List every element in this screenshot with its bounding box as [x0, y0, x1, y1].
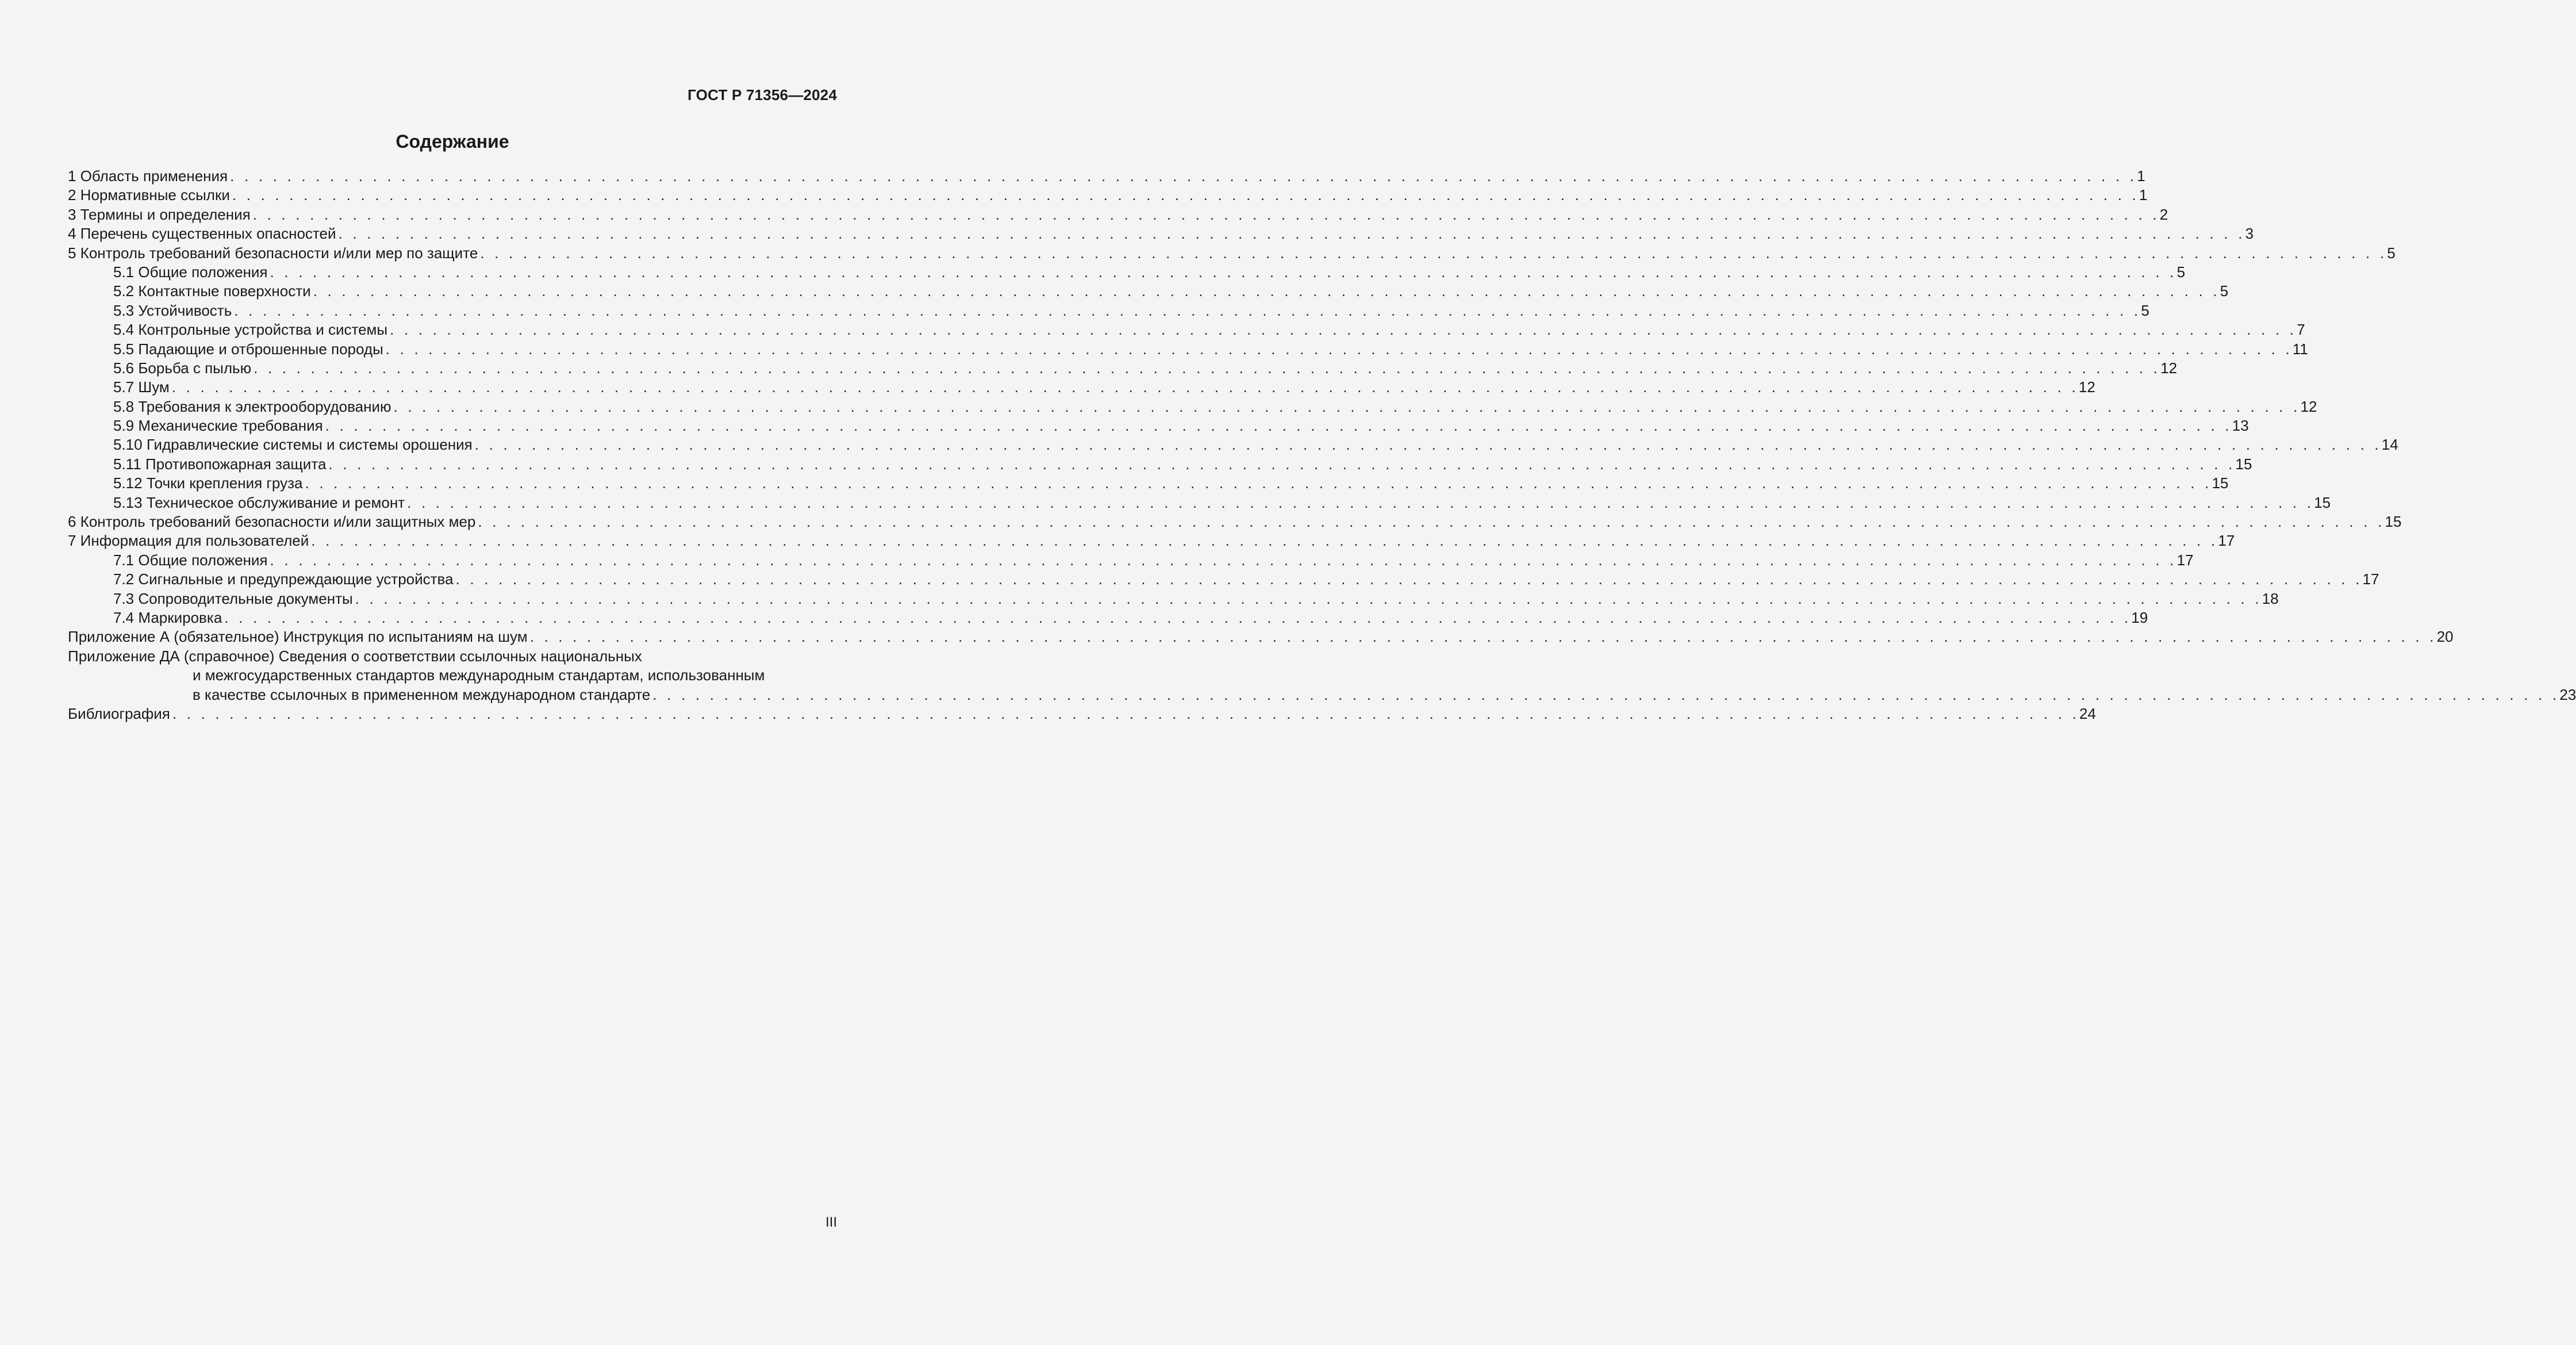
toc-leader-dots: . . . . . . . . . . . . . . . . . . . . . . . . . . . . . . . . . . . . . . . . . . . . . . . . . . . . . . . . . . . . . . . . . . . . . . . . . . . . . . . . . . . . . . . . . . . . . . . . . . . . . . . . . . . . . . . . . . . . . . . . . . . . . . . . . . . . . .	[172, 704, 2079, 722]
toc-leader-dots: . . . . . . . . . . . . . . . . . . . . . . . . . . . . . . . . . . . . . . . . . . . . . . . . . . . . . . . . . . . . . . . . . . . . . . . . . . . . . . . . . . . . . . . . . . . . . . . . . . . . . . . . . . . . . . . . . . . . . . . . . . . . . . . . . . . . . .	[328, 455, 2236, 473]
toc-entry-bibliography[interactable]	[68, 704, 2096, 723]
toc-entry-label: 5.13 Техническое обслуживание и ремонт	[113, 493, 405, 511]
toc-entry-page: 15	[2385, 513, 2402, 531]
toc-entry-label: Библиография	[68, 704, 170, 722]
toc-entry-label: 5.9 Механические требования	[113, 417, 323, 435]
toc-leader-dots: . . . . . . . . . . . . . . . . . . . . . . . . . . . . . . . . . . . . . . . . . . . . . . . . . . . . . . . . . . . . . . . . . . . . . . . . . . . . . . . . . . . . . . . . . . . . . . . . . . . . . . . . . . . . . . . . . . . . . . . . . . . . . . . . . . . . . .	[407, 493, 2314, 511]
toc-entry-5-12[interactable]	[68, 474, 2229, 493]
toc-entry-page: 1	[2137, 167, 2145, 185]
toc-entry-appendix-a[interactable]	[68, 627, 2454, 646]
toc-leader-dots: . . . . . . . . . . . . . . . . . . . . . . . . . . . . . . . . . . . . . . . . . . . . . . . . . . . . . . . . . . . . . . . . . . . . . . . . . . . . . . . . . . . . . . . . . . . . . . . . . . . . . . . . . . . . . . . . . . . . . . . . . . . . . . . . . . . . . .	[313, 282, 2220, 300]
toc-leader-dots: . . . . . . . . . . . . . . . . . . . . . . . . . . . . . . . . . . . . . . . . . . . . . . . . . . . . . . . . . . . . . . . . . . . . . . . . . . . . . . . . . . . . . . . . . . . . . . . . . . . . . . . . . . . . . . . . . . . . . . . . . . . . . . . . . . . . . .	[325, 417, 2232, 435]
toc-entry-label: 5.6 Борьба с пылью	[113, 359, 252, 377]
toc-entry-label: в качестве ссылочных в примененном международном стандарте	[193, 685, 651, 703]
toc-entry-label: 5.8 Требования к электрооборудованию	[113, 397, 391, 415]
toc-entry-5-13[interactable]	[68, 493, 2331, 512]
page-title: Содержание	[396, 131, 509, 152]
toc-entry-page: 5	[2387, 244, 2395, 262]
toc-leader-dots: . . . . . . . . . . . . . . . . . . . . . . . . . . . . . . . . . . . . . . . . . . . . . . . . . . . . . . . . . . . . . . . . . . . . . . . . . . . . . . . . . . . . . . . . . . . . . . . . . . . . . . . . . . . . . . . . . . . . . . . . . . . . . . . . . . . . . .	[355, 589, 2262, 607]
toc-entry-page: 5	[2176, 263, 2186, 281]
toc-leader-dots: . . . . . . . . . . . . . . . . . . . . . . . . . . . . . . . . . . . . . . . . . . . . . . . . . . . . . . . . . . . . . . . . . . . . . . . . . . . . . . . . . . . . . . . . . . . . . . . . . . . . . . . . . . . . . . . . . . . . . . . . . . . . . . . . . . . . . .	[171, 378, 2079, 396]
toc-entry-page: 23	[2559, 685, 2576, 703]
toc-entry-page: 15	[2314, 493, 2331, 511]
toc-entry-page: 7	[2297, 321, 2305, 339]
toc-entry-label: Приложение ДА (справочное) Сведения о соответствии ссылочных национальных	[68, 647, 642, 665]
toc-entry-page: 13	[2232, 417, 2249, 435]
toc-entry-label: 5.5 Падающие и отброшенные породы	[113, 340, 383, 358]
page-number: III	[825, 1214, 837, 1230]
toc-leader-dots: . . . . . . . . . . . . . . . . . . . . . . . . . . . . . . . . . . . . . . . . . . . . . . . . . . . . . . . . . . . . . . . . . . . . . . . . . . . . . . . . . . . . . . . . . . . . . . . . . . . . . . . . . . . . . . . . . . . . . . . . . . . . . . . . . . . . . .	[478, 513, 2385, 531]
toc-entry-label: 7.2 Сигнальные и предупреждающие устройства	[113, 570, 454, 588]
toc-entry-label: 5.11 Противопожарная защита	[113, 455, 327, 473]
toc-entry-appendix-da-line-3[interactable]	[68, 685, 2576, 704]
toc-entry-5[interactable]	[68, 244, 2395, 263]
toc-leader-dots: . . . . . . . . . . . . . . . . . . . . . . . . . . . . . . . . . . . . . . . . . . . . . . . . . . . . . . . . . . . . . . . . . . . . . . . . . . . . . . . . . . . . . . . . . . . . . . . . . . . . . . . . . . . . . . . . . . . . . . . . . . . . . . . . . . . . . .	[230, 167, 2137, 185]
toc-entry-label: 7 Информация для пользователей	[68, 532, 309, 550]
toc-entry-2[interactable]	[68, 186, 2148, 205]
toc-entry-page: 12	[2300, 397, 2317, 415]
toc-entry-5-11[interactable]	[68, 455, 2252, 474]
toc-entry-page: 17	[2176, 551, 2194, 569]
toc-entry-page: 18	[2262, 589, 2279, 607]
toc-entry-page: 17	[2362, 570, 2379, 588]
toc-entry-5-6[interactable]	[68, 359, 2178, 378]
toc-entry-7[interactable]	[68, 531, 2235, 550]
toc-entry-label: 5.2 Контактные поверхности	[113, 282, 311, 300]
toc-entry-5-5[interactable]	[68, 340, 2308, 359]
toc-entry-page: 20	[2436, 628, 2454, 646]
toc-entry-4[interactable]	[68, 224, 2254, 243]
toc-entry-7-3[interactable]	[68, 589, 2279, 608]
toc-entry-3[interactable]	[68, 205, 2168, 224]
toc-leader-dots: . . . . . . . . . . . . . . . . . . . . . . . . . . . . . . . . . . . . . . . . . . . . . . . . . . . . . . . . . . . . . . . . . . . . . . . . . . . . . . . . . . . . . . . . . . . . . . . . . . . . . . . . . . . . . . . . . . . . . . . . . . . . . . . . . . . . . .	[224, 608, 2132, 626]
toc-entry-label: 6 Контроль требований безопасности и/или защитных мер	[68, 513, 476, 531]
toc-entry-label: 2 Нормативные ссылки	[68, 186, 230, 204]
toc-entry-label: 5.7 Шум	[113, 378, 170, 396]
toc-leader-dots: . . . . . . . . . . . . . . . . . . . . . . . . . . . . . . . . . . . . . . . . . . . . . . . . . . . . . . . . . . . . . . . . . . . . . . . . . . . . . . . . . . . . . . . . . . . . . . . . . . . . . . . . . . . . . . . . . . . . . . . . . . . . . . . . . . . . . .	[652, 685, 2560, 703]
toc-entry-page: 17	[2218, 532, 2235, 550]
toc-entry-page: 11	[2292, 340, 2308, 358]
toc-entry-5-3[interactable]	[68, 301, 2149, 320]
toc-entry-label: и межгосударственных стандартов международным стандартам, использованным	[193, 666, 765, 684]
toc-entry-5-9[interactable]	[68, 416, 2249, 435]
toc-entry-7-1[interactable]	[68, 551, 2194, 570]
table-of-contents	[68, 167, 2576, 723]
toc-leader-dots: . . . . . . . . . . . . . . . . . . . . . . . . . . . . . . . . . . . . . . . . . . . . . . . . . . . . . . . . . . . . . . . . . . . . . . . . . . . . . . . . . . . . . . . . . . . . . . . . . . . . . . . . . . . . . . . . . . . . . . . . . . . . . . . . . . . . . .	[252, 205, 2160, 223]
toc-entry-label: 7.4 Маркировка	[113, 608, 222, 626]
toc-entry-5-4[interactable]	[68, 320, 2305, 339]
toc-entry-5-2[interactable]	[68, 282, 2229, 301]
toc-leader-dots: . . . . . . . . . . . . . . . . . . . . . . . . . . . . . . . . . . . . . . . . . . . . . . . . . . . . . . . . . . . . . . . . . . . . . . . . . . . . . . . . . . . . . . . . . . . . . . . . . . . . . . . . . . . . . . . . . . . . . . . . . . . . . . . . . . . . . .	[234, 301, 2141, 319]
toc-entry-page: 15	[2212, 474, 2229, 492]
toc-entry-label: 4 Перечень существенных опасностей	[68, 225, 336, 243]
toc-entry-page: 5	[2141, 301, 2149, 319]
toc-entry-page: 19	[2131, 608, 2148, 626]
toc-entry-7-2[interactable]	[68, 570, 2379, 589]
toc-leader-dots: . . . . . . . . . . . . . . . . . . . . . . . . . . . . . . . . . . . . . . . . . . . . . . . . . . . . . . . . . . . . . . . . . . . . . . . . . . . . . . . . . . . . . . . . . . . . . . . . . . . . . . . . . . . . . . . . . . . . . . . . . . . . . . . . . . . . . .	[270, 551, 2177, 569]
toc-entry-5-10[interactable]	[68, 435, 2398, 454]
toc-entry-1[interactable]	[68, 167, 2145, 186]
toc-entry-page: 14	[2381, 436, 2398, 454]
toc-entry-label: 1 Область применения	[68, 167, 228, 185]
toc-entry-page: 3	[2245, 225, 2254, 243]
toc-entry-label: 7.1 Общие положения	[113, 551, 268, 569]
toc-entry-page: 15	[2235, 455, 2252, 473]
toc-entry-page: 12	[2160, 359, 2178, 377]
toc-leader-dots: . . . . . . . . . . . . . . . . . . . . . . . . . . . . . . . . . . . . . . . . . . . . . . . . . . . . . . . . . . . . . . . . . . . . . . . . . . . . . . . . . . . . . . . . . . . . . . . . . . . . . . . . . . . . . . . . . . . . . . . . . . . . . . . . . . . . . .	[305, 474, 2212, 492]
toc-leader-dots: . . . . . . . . . . . . . . . . . . . . . . . . . . . . . . . . . . . . . . . . . . . . . . . . . . . . . . . . . . . . . . . . . . . . . . . . . . . . . . . . . . . . . . . . . . . . . . . . . . . . . . . . . . . . . . . . . . . . . . . . . . . . . . . . . . . . . .	[529, 628, 2437, 646]
toc-leader-dots: . . . . . . . . . . . . . . . . . . . . . . . . . . . . . . . . . . . . . . . . . . . . . . . . . . . . . . . . . . . . . . . . . . . . . . . . . . . . . . . . . . . . . . . . . . . . . . . . . . . . . . . . . . . . . . . . . . . . . . . . . . . . . . . . . . . . . .	[455, 570, 2363, 588]
toc-leader-dots: . . . . . . . . . . . . . . . . . . . . . . . . . . . . . . . . . . . . . . . . . . . . . . . . . . . . . . . . . . . . . . . . . . . . . . . . . . . . . . . . . . . . . . . . . . . . . . . . . . . . . . . . . . . . . . . . . . . . . . . . . . . . . . . . . . . . . .	[393, 397, 2301, 415]
toc-entry-label: 5.1 Общие положения	[113, 263, 268, 281]
toc-leader-dots: . . . . . . . . . . . . . . . . . . . . . . . . . . . . . . . . . . . . . . . . . . . . . . . . . . . . . . . . . . . . . . . . . . . . . . . . . . . . . . . . . . . . . . . . . . . . . . . . . . . . . . . . . . . . . . . . . . . . . . . . . . . . . . . . . . . . . .	[390, 321, 2297, 339]
toc-entry-page: 2	[2159, 205, 2168, 223]
toc-entry-appendix-da[interactable]	[68, 647, 837, 666]
toc-entry-label: 5.3 Устойчивость	[113, 301, 232, 319]
toc-leader-dots: . . . . . . . . . . . . . . . . . . . . . . . . . . . . . . . . . . . . . . . . . . . . . . . . . . . . . . . . . . . . . . . . . . . . . . . . . . . . . . . . . . . . . . . . . . . . . . . . . . . . . . . . . . . . . . . . . . . . . . . . . . . . . . . . . . . . . .	[385, 340, 2293, 358]
toc-entry-label: 7.3 Сопроводительные документы	[113, 589, 353, 607]
toc-leader-dots: . . . . . . . . . . . . . . . . . . . . . . . . . . . . . . . . . . . . . . . . . . . . . . . . . . . . . . . . . . . . . . . . . . . . . . . . . . . . . . . . . . . . . . . . . . . . . . . . . . . . . . . . . . . . . . . . . . . . . . . . . . . . . . . . . . . . . .	[480, 244, 2387, 262]
toc-entry-page: 5	[2220, 282, 2229, 300]
toc-entry-label: 5 Контроль требований безопасности и/или мер по защите	[68, 244, 478, 262]
toc-entry-7-4[interactable]	[68, 608, 2148, 627]
toc-entry-label: 5.4 Контрольные устройства и системы	[113, 321, 388, 339]
toc-leader-dots: . . . . . . . . . . . . . . . . . . . . . . . . . . . . . . . . . . . . . . . . . . . . . . . . . . . . . . . . . . . . . . . . . . . . . . . . . . . . . . . . . . . . . . . . . . . . . . . . . . . . . . . . . . . . . . . . . . . . . . . . . . . . . . . . . . . . . .	[270, 263, 2177, 281]
toc-entry-label: 5.12 Точки крепления груза	[113, 474, 303, 492]
toc-leader-dots: . . . . . . . . . . . . . . . . . . . . . . . . . . . . . . . . . . . . . . . . . . . . . . . . . . . . . . . . . . . . . . . . . . . . . . . . . . . . . . . . . . . . . . . . . . . . . . . . . . . . . . . . . . . . . . . . . . . . . . . . . . . . . . . . . . . . . .	[474, 436, 2382, 454]
standard-code: ГОСТ Р 71356—2024	[688, 86, 837, 104]
toc-entry-6[interactable]	[68, 512, 2402, 531]
toc-entry-5-1[interactable]	[68, 263, 2186, 282]
toc-leader-dots: . . . . . . . . . . . . . . . . . . . . . . . . . . . . . . . . . . . . . . . . . . . . . . . . . . . . . . . . . . . . . . . . . . . . . . . . . . . . . . . . . . . . . . . . . . . . . . . . . . . . . . . . . . . . . . . . . . . . . . . . . . . . . . . . . . . . . .	[254, 359, 2161, 377]
toc-leader-dots: . . . . . . . . . . . . . . . . . . . . . . . . . . . . . . . . . . . . . . . . . . . . . . . . . . . . . . . . . . . . . . . . . . . . . . . . . . . . . . . . . . . . . . . . . . . . . . . . . . . . . . . . . . . . . . . . . . . . . . . . . . . . . . . . . . . . . .	[338, 225, 2245, 243]
toc-entry-label: Приложение А (обязательное) Инструкция по испытаниям на шум	[68, 628, 528, 646]
toc-entry-5-7[interactable]	[68, 378, 2095, 397]
toc-entry-appendix-da-line-2[interactable]	[68, 666, 837, 685]
toc-leader-dots: . . . . . . . . . . . . . . . . . . . . . . . . . . . . . . . . . . . . . . . . . . . . . . . . . . . . . . . . . . . . . . . . . . . . . . . . . . . . . . . . . . . . . . . . . . . . . . . . . . . . . . . . . . . . . . . . . . . . . . . . . . . . . . . . . . . . . .	[311, 532, 2218, 550]
toc-entry-5-8[interactable]	[68, 397, 2317, 416]
toc-entry-page: 24	[2079, 704, 2096, 722]
toc-leader-dots: . . . . . . . . . . . . . . . . . . . . . . . . . . . . . . . . . . . . . . . . . . . . . . . . . . . . . . . . . . . . . . . . . . . . . . . . . . . . . . . . . . . . . . . . . . . . . . . . . . . . . . . . . . . . . . . . . . . . . . . . . . . . . . . . . . . . . .	[232, 186, 2139, 204]
toc-entry-label: 3 Термины и определения	[68, 205, 251, 223]
toc-entry-label: 5.10 Гидравлические системы и системы орошения	[113, 436, 473, 454]
toc-entry-page: 1	[2139, 186, 2148, 204]
toc-entry-page: 12	[2078, 378, 2095, 396]
